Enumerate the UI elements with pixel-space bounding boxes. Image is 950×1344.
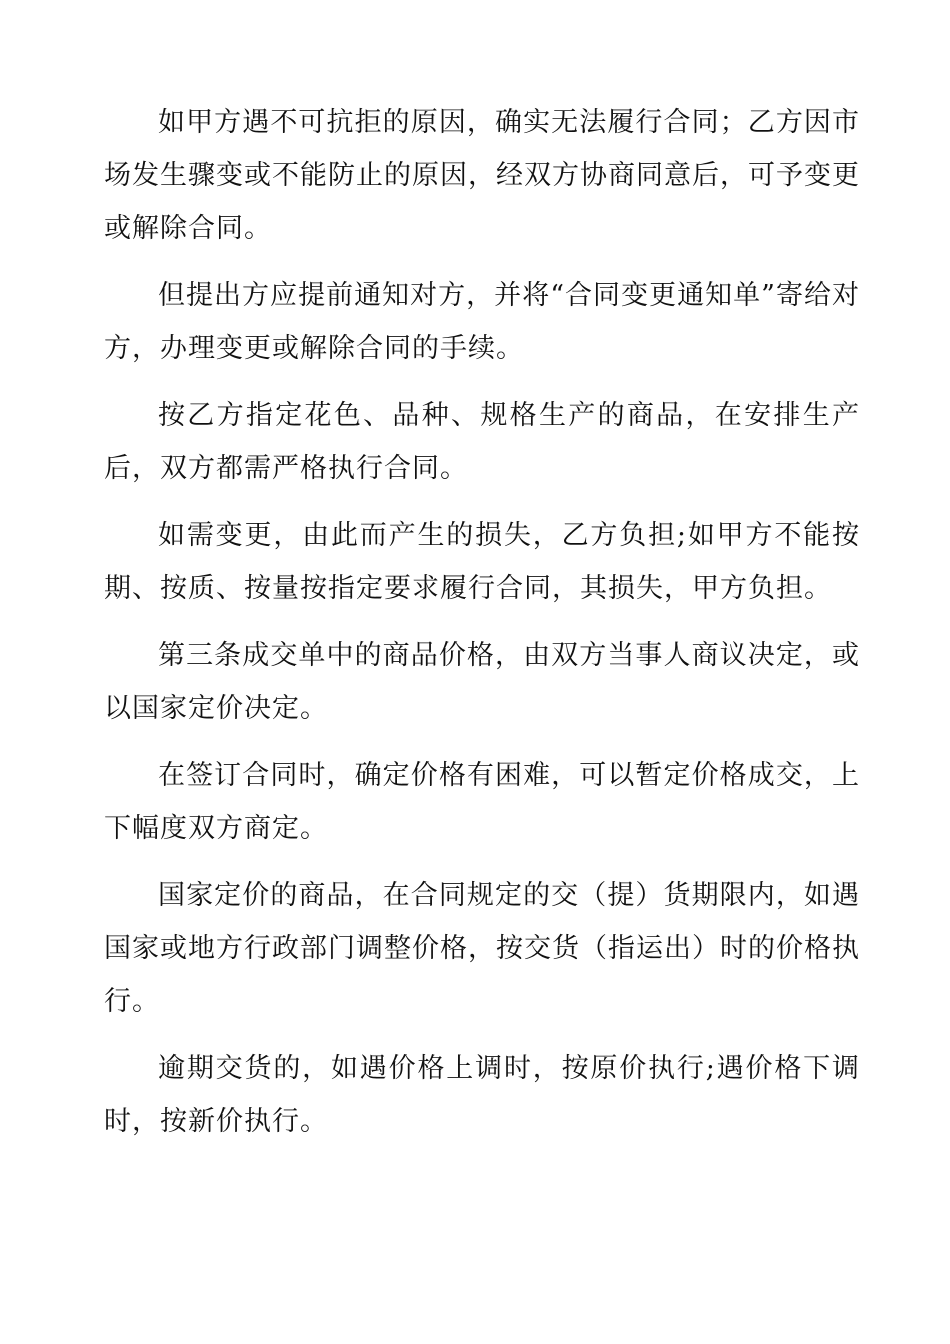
paragraph-specified-production: 按乙方指定花色、品种、规格生产的商品，在安排生产后，双方都需严格执行合同。	[104, 400, 860, 484]
paragraph-provisional-price: 在签订合同时，确定价格有困难，可以暂定价格成交，上下幅度双方商定。	[104, 760, 860, 844]
paragraph-overdue-delivery: 逾期交货的，如遇价格上调时，按原价执行;遇价格下调时，按新价执行。	[104, 1053, 860, 1137]
paragraph-loss-responsibility: 如需变更，由此而产生的损失，乙方负担;如甲方不能按期、按质、按量按指定要求履行合同，其损失，甲方负担。	[104, 520, 860, 604]
paragraph-change-notice: 但提出方应提前通知对方，并将“合同变更通知单”寄给对方，办理变更或解除合同的手续。	[104, 280, 860, 364]
document-body	[104, 96, 860, 1162]
paragraph-force-majeure: 如甲方遇不可抗拒的原因，确实无法履行合同；乙方因市场发生骤变或不能防止的原因，经双方协商同意后，可予变更或解除合同。	[104, 107, 860, 244]
paragraph-article-three-price: 第三条成交单中的商品价格，由双方当事人商议决定，或以国家定价决定。	[104, 640, 860, 724]
paragraph-state-pricing: 国家定价的商品，在合同规定的交（提）货期限内，如遇国家或地方行政部门调整价格，按交货（指运出）时的价格执行。	[104, 880, 860, 1017]
